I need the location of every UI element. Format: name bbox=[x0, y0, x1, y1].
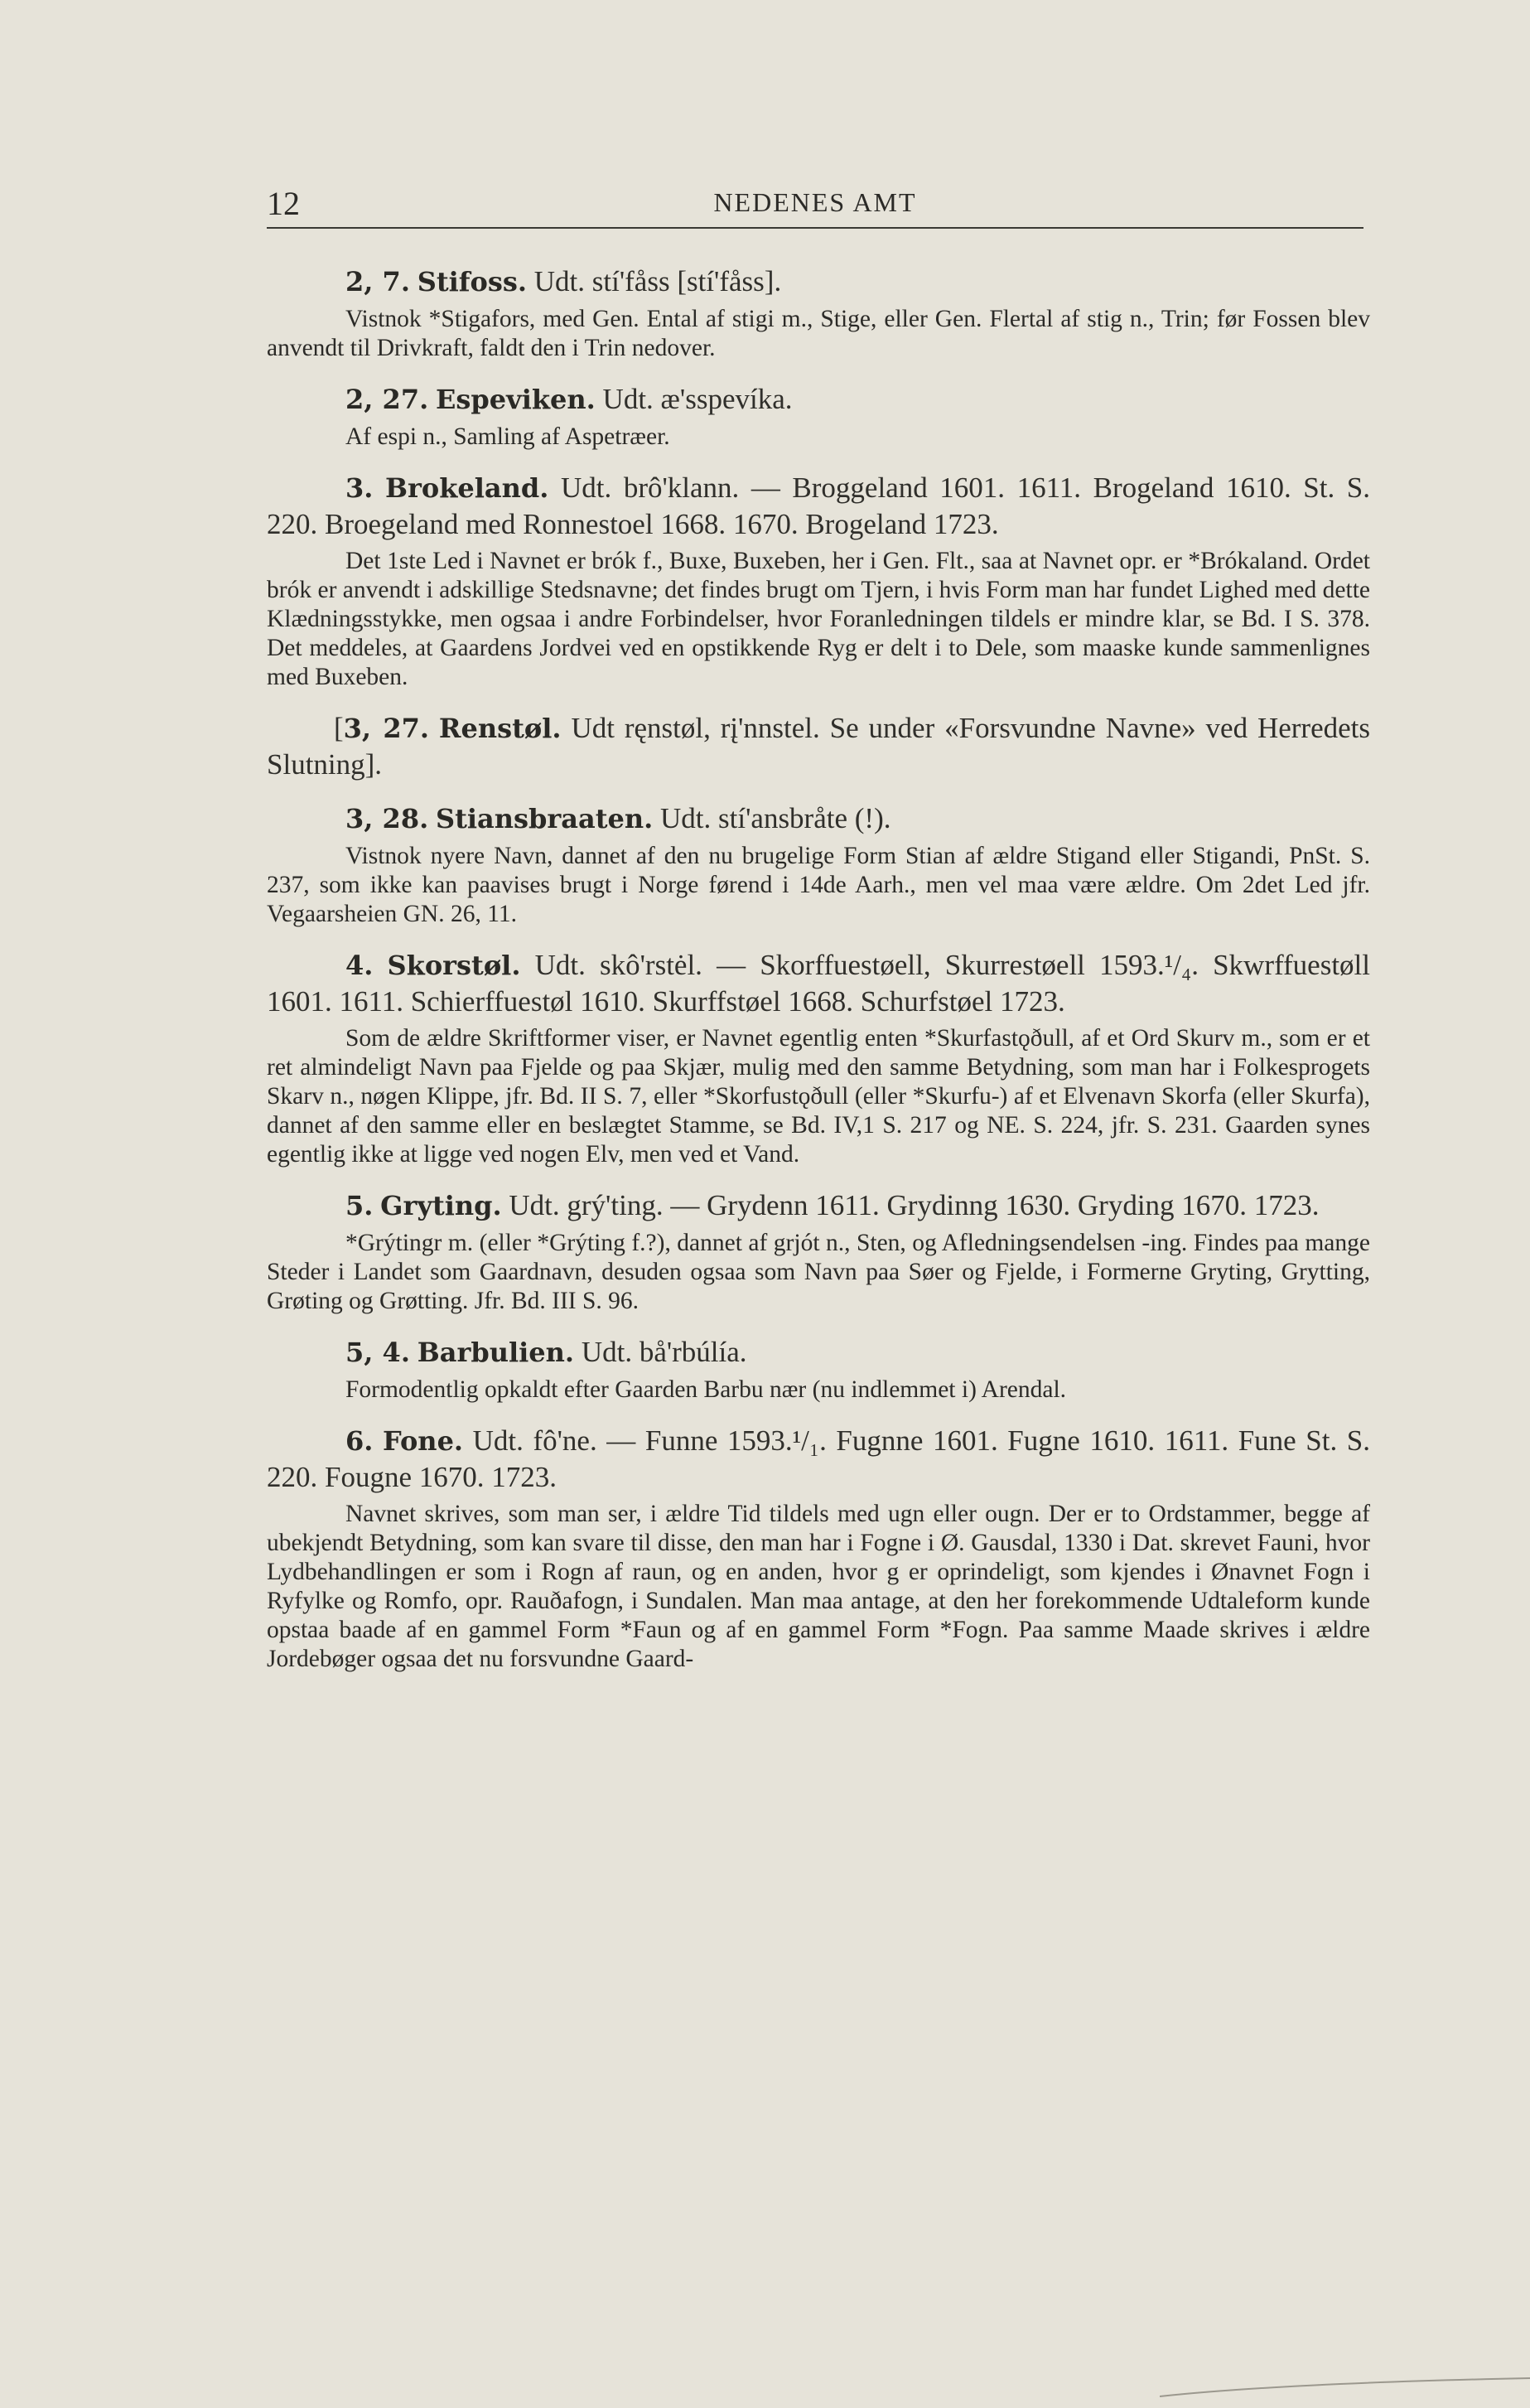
entry-forms: Udt. grý'ting. — Grydenn 1611. Grydinng 1630. Gryding 1670. 1723. bbox=[509, 1189, 1320, 1221]
page-content bbox=[267, 264, 1370, 1692]
entry-stifoss bbox=[267, 264, 1370, 363]
entry-body: Som de ældre Skriftformer viser, er Navnet egentlig enten *Skurfastǫðull, af et Ord Skurv m., som er et ret almindeligt Navn paa Fjelde og paa Skjær, mulig med den samme Betydning, som man har i Folkesprogets Skarv n., nøgen Klippe, jfr. Bd. II S. 7, eller *Skorfustǫðull (eller *Skurfu-) af et Elvenavn Skorfa (eller Skurfa), dannet af den samme eller en beslægtet Stamme, se Bd. IV,1 S. 217 og NE. S. 224, jfr. S. 231. Gaarden synes egentlig ikke at ligge ved nogen Elv, men ved et Vand. bbox=[267, 1025, 1370, 1168]
entry-body: Af espi n., Samling af Aspetræer. bbox=[345, 423, 670, 450]
entry-heading bbox=[267, 264, 1370, 300]
entry-pronunciation: Udt. stí'fåss [stí'fåss]. bbox=[533, 265, 782, 297]
entry-heading bbox=[267, 1187, 1370, 1224]
page-number: 12 bbox=[267, 185, 300, 222]
entry-heading bbox=[267, 381, 1370, 418]
entry-body: Formodentlig opkaldt efter Gaarden Barbu nær (nu indlemmet i) Arendal. bbox=[345, 1376, 1067, 1403]
entry-body: Det 1ste Led i Navnet er brók f., Buxe, Buxeben, her i Gen. Flt., saa at Navnet opr. er *Brókaland. Ordet brók er anvendt i adskillige Stedsnavne; det findes brugt om Tjern, i hvis Form man har fundet Lighed med dette Klædningsstykke, men ogsaa i andre Forbindelser, hvor Foranledningen tildels er mindre klar, se Bd. I S. 378. Det meddeles, at Gaardens Jordvei ved en opstikkende Ryg er delt i to Dele, som maaske kunde sammenlignes med Buxeben. bbox=[267, 548, 1370, 690]
entry-forms: Udt. brô'klann. — Broggeland 1601. 1611. Brogeland 1610. St. S. 220. Broegeland med Ronnestoel 1668. 1670. Brogeland 1723. bbox=[267, 471, 1371, 540]
entry-name: Fone. bbox=[382, 1425, 464, 1457]
entry-number: 2, 27. bbox=[345, 384, 429, 415]
entry-gryting bbox=[267, 1187, 1370, 1316]
entry-brokeland bbox=[267, 470, 1370, 692]
entry-name: Renstøl. bbox=[438, 713, 562, 744]
entry-pronunciation: Udt ręnstøl, rį'nnstel. Se under «Forsvundne Navne» ved Herredets Slutning]. bbox=[267, 712, 1370, 781]
entry-fone bbox=[267, 1423, 1370, 1674]
entry-number: 6. bbox=[345, 1425, 374, 1457]
entry-barbulien bbox=[267, 1334, 1370, 1405]
entry-number: 3, 27. bbox=[343, 713, 430, 744]
entry-name: Stiansbraaten. bbox=[435, 803, 654, 834]
entry-heading bbox=[267, 947, 1370, 1019]
running-head bbox=[267, 184, 1363, 229]
entry-number: 5, 4. bbox=[345, 1337, 410, 1368]
entry-body: *Grýtingr m. (eller *Grýting f.?), dannet af grjót n., Sten, og Afledningsendelsen -ing. Findes paa mange Steder i Landet som Gaardnavn, desuden ogsaa som Navn paa Søer og Fjelde, i Formerne Gryting, Grytting, Grøting og Grøtting. Jfr. Bd. III S. 96. bbox=[267, 1230, 1370, 1314]
entry-name: Espeviken. bbox=[435, 384, 596, 415]
entry-heading bbox=[267, 710, 1370, 782]
entry-heading bbox=[267, 1334, 1370, 1371]
entry-number: 5. bbox=[345, 1190, 374, 1221]
entry-name: Gryting. bbox=[380, 1190, 502, 1221]
entry-skorstol bbox=[267, 947, 1370, 1169]
entry-number: 3, 28. bbox=[345, 803, 429, 834]
open-bracket: [ bbox=[334, 712, 344, 744]
page-curl-decoration bbox=[1160, 2372, 1530, 2408]
running-head-title: NEDENES AMT bbox=[713, 187, 917, 217]
entry-forms: Udt. fô'ne. — Funne 1593.¹/₁. Fugnne 1601. Fugne 1610. 1611. Fune St. S. 220. Fougne 1670. 1723. bbox=[267, 1424, 1371, 1493]
entry-heading bbox=[267, 470, 1370, 542]
entry-name: Brokeland. bbox=[384, 472, 549, 504]
entry-forms: Udt. skô'rstėl. — Skorffuestøell, Skurrestøell 1593.¹/₄. Skwrffuestøll 1601. 1611. Schierffuestøl 1610. Skurffstøel 1668. Schurfstøel 1723. bbox=[267, 949, 1370, 1018]
entry-pronunciation: Udt. stí'ansbråte (!). bbox=[660, 802, 891, 834]
entry-stiansbraaten bbox=[267, 800, 1370, 929]
entry-body: Navnet skrives, som man ser, i ældre Tid tildels med ugn eller ougn. Der er to Ordstammer, begge af ubekjendt Betydning, som kan svare til disse, den man har i Fogne i Ø. Gausdal, 1330 i Dat. skrevet Fauni, hvor Lydbehandlingen er som i Rogn af raun, og en anden, hvor g er oprindeligt, som kjendes i Ønavnet Fogn i Ryfylke og Romfo, opr. Rauðafogn, i Sundalen. Man maa antage, at den her forekommende Udtaleform kunde opstaa baade af en gammel Form *Faun og af en gammel Form *Fogn. Paa samme Maade skrives i ældre Jordebøger ogsaa det nu forsvundne Gaard- bbox=[267, 1501, 1370, 1672]
entry-heading bbox=[267, 1423, 1370, 1495]
entry-heading bbox=[267, 800, 1370, 837]
entry-body: Vistnok *Stigafors, med Gen. Ental af stigi m., Stige, eller Gen. Flertal af stig n., Trin; før Fossen blev anvendt til Drivkraft, faldt den i Trin nedover. bbox=[267, 306, 1370, 361]
entry-pronunciation: Udt. bå'rbúlía. bbox=[581, 1336, 747, 1368]
entry-name: Barbulien. bbox=[417, 1337, 575, 1368]
entry-renstol bbox=[267, 710, 1370, 782]
entry-body: Vistnok nyere Navn, dannet af den nu brugelige Form Stian af ældre Stigand eller Stigandi, PnSt. S. 237, som ikke kan paavises brugt i Norge førend i 14de Aarh., men vel maa være ældre. Om 2det Led jfr. Vegaarsheien GN. 26, 11. bbox=[267, 843, 1370, 927]
entry-name: Stifoss. bbox=[417, 266, 528, 297]
entry-number: 3. bbox=[345, 472, 374, 504]
entry-name: Skorstøl. bbox=[387, 950, 521, 981]
entry-pronunciation: Udt. æ'sspevíka. bbox=[602, 383, 793, 415]
entry-espeviken bbox=[267, 381, 1370, 452]
entry-number: 4. bbox=[345, 950, 374, 981]
entry-number: 2, 7. bbox=[345, 266, 410, 297]
